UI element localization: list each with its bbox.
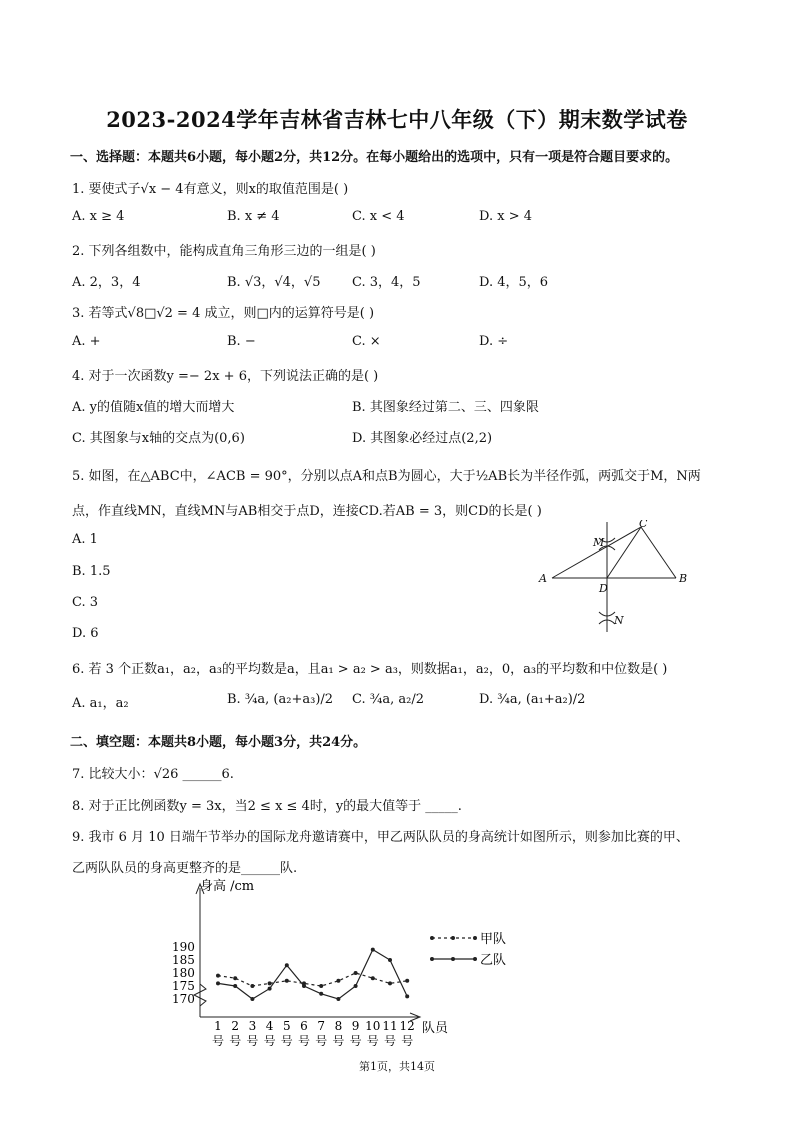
x-tick-suffix: 号 xyxy=(263,1034,276,1048)
x-tick-suffix: 号 xyxy=(315,1034,328,1048)
question-4-option-a: A. y的值随x值的增大而增大 xyxy=(72,400,235,415)
question-1-option-b: B. x ≠ 4 xyxy=(227,209,280,224)
series-2-point xyxy=(319,992,323,996)
question-1-option-a: A. x ≥ 4 xyxy=(72,209,125,224)
question-1-stem: 1. 要使式子√x − 4有意义，则x的取值范围是( ) xyxy=(72,182,349,197)
series-1-point xyxy=(285,979,289,983)
label-d: D xyxy=(599,582,608,595)
question-3-option-c: C. × xyxy=(352,334,381,349)
question-6-stem: 6. 若 3 个正数a₁，a₂，a₃的平均数是a，且a₁ > a₂ > a₃，则数据a₁，a₂，0，a₃的平均数和中位数是( ) xyxy=(72,662,668,677)
label-n: N xyxy=(614,614,624,627)
x-tick-label: 7 xyxy=(317,1019,326,1033)
legend-label-1: 甲队 xyxy=(480,932,507,947)
y-tick-label: 175 xyxy=(172,979,195,993)
series-2-point xyxy=(336,997,340,1001)
series-1-point xyxy=(371,976,375,980)
series-2-point xyxy=(371,948,375,952)
y-tick-label: 170 xyxy=(172,992,195,1006)
x-tick-label: 4 xyxy=(265,1019,274,1033)
section-2-heading: 二、填空题：本题共8小题，每小题3分，共24分。 xyxy=(70,735,367,750)
series-1-point xyxy=(233,976,237,980)
series-line-2 xyxy=(218,950,407,999)
question-6-option-d: D. ¾a, (a₁+a₂)/2 xyxy=(479,692,586,707)
legend-marker xyxy=(430,936,434,940)
legend-marker xyxy=(430,957,434,961)
y-tick-label: 190 xyxy=(172,940,195,954)
x-tick-suffix: 号 xyxy=(297,1034,311,1048)
question-9-line-1: 9. 我市 6 月 10 日端午节举办的国际龙舟邀请赛中，甲乙两队队员的身高统计如图所示，则参加比赛的甲、 xyxy=(72,830,689,845)
question-2-option-c: C. 3，4，5 xyxy=(352,275,421,290)
label-m: M xyxy=(593,536,605,549)
section-1-heading: 一、选择题：本题共6小题，每小题2分，共12分。在每小题给出的选项中，只有一项是符合题目要求的。 xyxy=(70,150,679,165)
series-1-point xyxy=(354,971,358,975)
question-3-option-b: B. − xyxy=(227,334,256,349)
height-line-chart xyxy=(160,872,530,1052)
question-5-option-d: D. 6 xyxy=(72,626,99,641)
question-2-stem: 2. 下列各组数中，能构成直角三角形三边的一组是( ) xyxy=(72,244,376,259)
question-6-option-c: C. ¾a, a₂/2 xyxy=(352,692,424,707)
question-4-option-c: C. 其图象与x轴的交点为(0,6) xyxy=(72,431,245,446)
x-tick-label: 10 xyxy=(365,1019,381,1033)
question-2-option-a: A. 2，3，4 xyxy=(72,275,141,290)
y-tick-label: 180 xyxy=(172,966,195,980)
legend-marker xyxy=(451,936,455,940)
question-4-option-d: D. 其图象必经过点(2,2) xyxy=(352,431,493,446)
legend-label-2: 乙队 xyxy=(480,953,507,968)
y-axis-label: 身高 /cm xyxy=(200,879,255,894)
x-tick-suffix: 号 xyxy=(246,1034,259,1048)
x-tick-suffix: 号 xyxy=(229,1034,242,1048)
series-1-point xyxy=(268,981,272,985)
question-4-stem: 4. 对于一次函数y =− 2x + 6，下列说法正确的是( ) xyxy=(72,369,379,384)
question-8: 8. 对于正比例函数y = 3x，当2 ≤ x ≤ 4时，y的最大值等于 _____. xyxy=(72,799,462,814)
question-5-option-a: A. 1 xyxy=(72,532,98,547)
series-2-point xyxy=(216,981,220,985)
series-2-point xyxy=(354,984,358,988)
x-tick-label: 9 xyxy=(351,1019,360,1033)
series-2-point xyxy=(268,987,272,991)
question-7: 7. 比较大小：√26 ______6. xyxy=(72,767,234,782)
series-1-point xyxy=(216,974,220,978)
series-2-point xyxy=(233,984,237,988)
series-2-point xyxy=(388,958,392,962)
question-5-line-1: 5. 如图，在△ABC中，∠ACB = 90°，分别以点A和点B为圆心，大于½AB长为半径作弧，两弧交于M，N两 xyxy=(72,469,701,484)
page-title: 2023-2024学年吉林省吉林七中八年级（下）期末数学试卷 xyxy=(106,107,688,132)
question-5-line-2: 点，作直线MN，直线MN与AB相交于点D，连接CD.若AB = 3，则CD的长是( ) xyxy=(72,504,542,519)
label-c: C xyxy=(639,520,648,530)
x-tick-suffix: 号 xyxy=(211,1034,225,1048)
series-1-point xyxy=(250,984,254,988)
segment-bc xyxy=(641,527,676,578)
question-4-option-b: B. 其图象经过第二、三、四象限 xyxy=(352,400,539,415)
series-2-point xyxy=(250,997,254,1001)
question-5-option-c: C. 3 xyxy=(72,595,99,610)
legend-marker xyxy=(451,957,455,961)
series-2-point xyxy=(405,994,409,998)
x-tick-suffix: 号 xyxy=(332,1034,345,1048)
series-1-point xyxy=(388,981,392,985)
question-1-option-c: C. x < 4 xyxy=(352,209,405,224)
x-tick-suffix: 号 xyxy=(383,1034,397,1048)
question-3-option-a: A. + xyxy=(72,334,101,349)
x-tick-label: 6 xyxy=(300,1019,308,1033)
question-6-option-b: B. ¾a, (a₂+a₃)/2 xyxy=(227,692,334,707)
x-tick-label: 3 xyxy=(248,1019,257,1033)
legend-marker xyxy=(473,936,477,940)
question-6-option-a: A. a₁，a₂ xyxy=(72,696,129,711)
page-footer: 第1页，共14页 xyxy=(359,1060,435,1073)
x-tick-suffix: 号 xyxy=(366,1034,379,1048)
label-b: B xyxy=(679,572,688,585)
legend-marker xyxy=(473,957,477,961)
x-tick-label: 1 xyxy=(214,1019,222,1033)
segment-cd xyxy=(607,527,641,578)
question-2-option-b: B. √3，√4，√5 xyxy=(227,275,321,290)
series-1-point xyxy=(405,979,409,983)
question-3-option-d: D. ÷ xyxy=(479,334,509,349)
question-1-option-d: D. x > 4 xyxy=(479,209,532,224)
question-3-stem: 3. 若等式√8□√2 = 4 成立，则□内的运算符号是( ) xyxy=(72,306,375,321)
series-1-point xyxy=(336,979,340,983)
triangle-figure xyxy=(535,520,695,640)
x-tick-suffix: 号 xyxy=(280,1034,293,1048)
label-a: A xyxy=(539,572,547,585)
series-2-point xyxy=(302,984,306,988)
series-line-1 xyxy=(218,973,407,986)
x-tick-label: 8 xyxy=(334,1019,343,1033)
question-5-option-b: B. 1.5 xyxy=(72,564,111,579)
x-tick-suffix: 号 xyxy=(349,1034,362,1048)
series-2-point xyxy=(285,963,289,967)
segment-ac xyxy=(552,527,641,578)
question-9-line-2: 乙两队队员的身高更整齐的是______队. xyxy=(72,861,298,876)
x-axis-label: 队员 xyxy=(422,1021,449,1036)
x-tick-label: 5 xyxy=(282,1019,291,1033)
y-tick-label: 185 xyxy=(172,953,195,967)
x-tick-suffix: 号 xyxy=(401,1034,414,1048)
x-tick-label: 12 xyxy=(399,1019,415,1033)
question-2-option-d: D. 4，5，6 xyxy=(479,275,549,290)
x-tick-label: 2 xyxy=(231,1019,240,1033)
series-1-point xyxy=(319,984,323,988)
x-tick-label: 11 xyxy=(382,1019,398,1033)
